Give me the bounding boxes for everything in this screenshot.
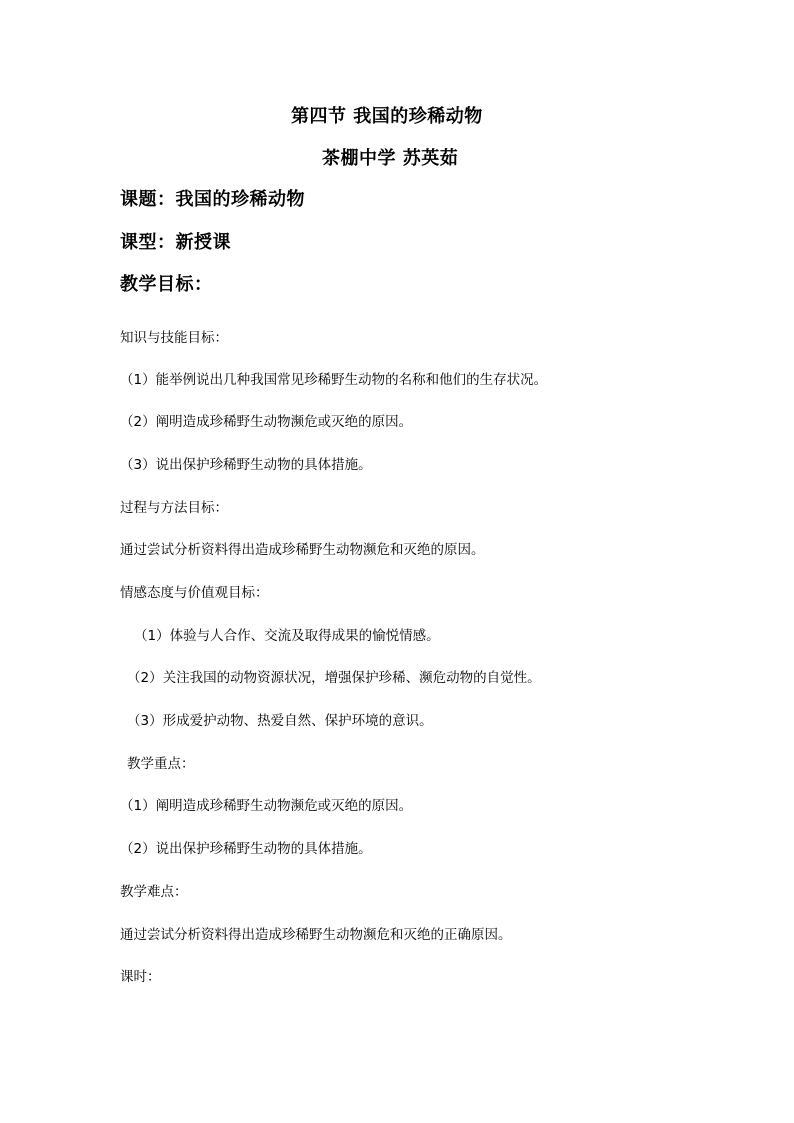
process-text: 通过尝试分析资料得出造成珍稀野生动物濒危和灭绝的原因。 (120, 542, 485, 558)
emotion-item: （1）体验与人合作、交流及取得成果的愉悦情感。 (134, 628, 440, 644)
process-heading: 过程与方法目标： (120, 500, 228, 516)
emotion-item: （2）关注我国的动物资源状况，增强保护珍稀、濒危动物的自觉性。 (127, 670, 541, 686)
lesson-type: 课型：新授课 (120, 232, 231, 253)
document-author: 茶棚中学 苏英茹 (322, 148, 459, 169)
emotion-item: （3）形成爱护动物、热爱自然、保护环境的意识。 (127, 713, 433, 729)
knowledge-item: （2）阐明造成珍稀野生动物濒危或灭绝的原因。 (120, 414, 413, 430)
objectives-heading: 教学目标： (120, 274, 213, 295)
class-hours-heading: 课时： (120, 969, 161, 985)
key-points-item: （1）阐明造成珍稀野生动物濒危或灭绝的原因。 (120, 798, 413, 814)
lesson-topic: 课题：我国的珍稀动物 (120, 189, 305, 210)
knowledge-item: （3）说出保护珍稀野生动物的具体措施。 (120, 457, 372, 473)
knowledge-heading: 知识与技能目标： (120, 330, 228, 346)
key-points-item: （2）说出保护珍稀野生动物的具体措施。 (120, 841, 372, 857)
difficulty-heading: 教学难点： (120, 884, 188, 900)
emotion-heading: 情感态度与价值观目标： (120, 585, 269, 601)
difficulty-text: 通过尝试分析资料得出造成珍稀野生动物濒危和灭绝的正确原因。 (120, 927, 512, 943)
document-title: 第四节 我国的珍稀动物 (291, 106, 483, 127)
knowledge-item: （1）能举例说出几种我国常见珍稀野生动物的名称和他们的生存状况。 (120, 372, 548, 388)
key-points-heading: 教学重点： (127, 756, 195, 772)
